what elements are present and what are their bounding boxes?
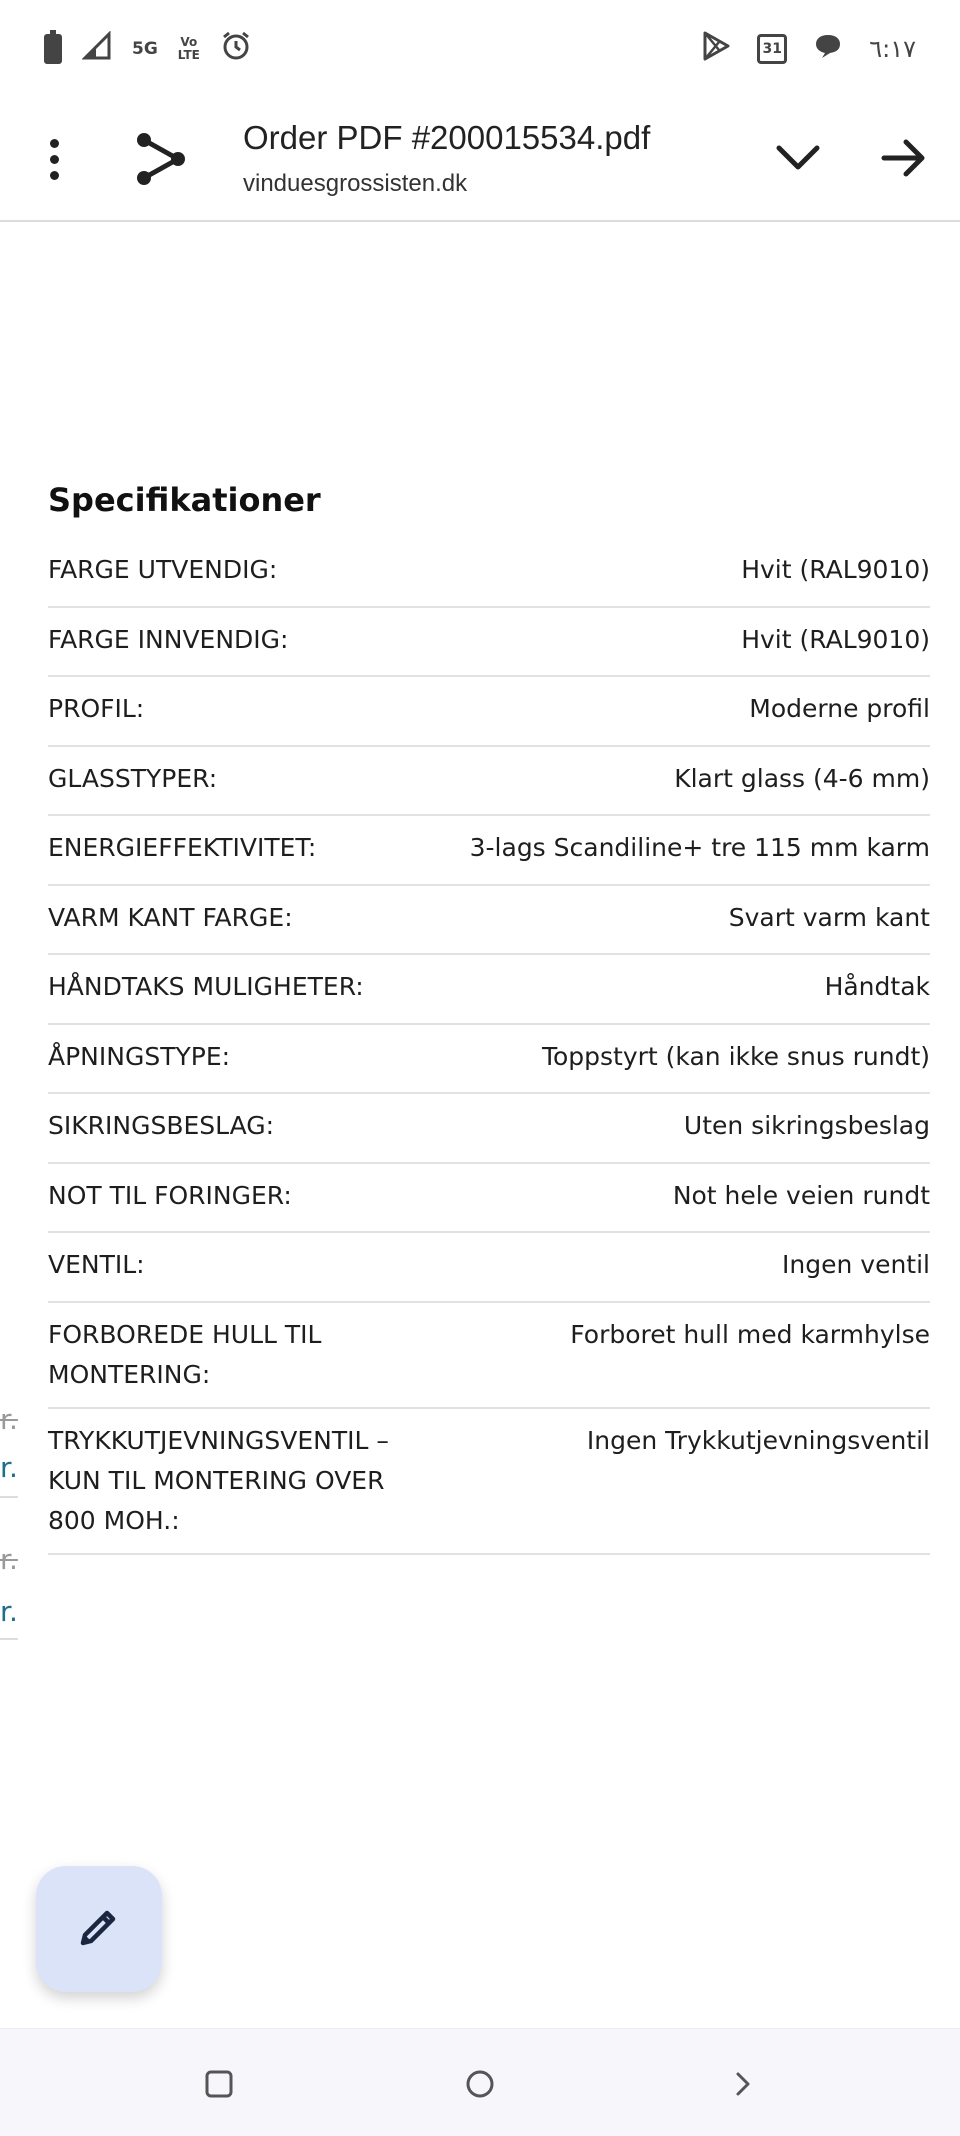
edge-fragment-struck: r. <box>0 1403 18 1436</box>
menu-dot <box>50 139 59 148</box>
signal-icon <box>82 31 112 66</box>
arrow-forward-icon[interactable] <box>876 130 932 186</box>
spec-value: Svart varm kant <box>728 902 930 932</box>
spec-value: Klart glass (4-6 mm) <box>674 763 930 793</box>
spec-label: VENTIL: <box>48 1250 145 1279</box>
menu-dot <box>50 155 59 164</box>
status-bar <box>0 0 960 96</box>
volte-bottom-label: LTE <box>177 47 200 62</box>
spec-row <box>48 1094 930 1164</box>
spec-label: FARGE INNVENDIG: <box>48 624 289 654</box>
menu-dot <box>50 171 59 180</box>
edge-divider <box>0 1496 18 1498</box>
specifications-section <box>48 470 930 1555</box>
volte-top-label: Vo <box>180 34 198 49</box>
spec-row <box>48 677 930 747</box>
app-bar <box>0 96 960 222</box>
chat-icon <box>813 32 843 65</box>
edge-fragment-price: r. <box>0 1451 18 1484</box>
spec-label: HÅNDTAKS MULIGHETER: <box>48 972 364 1001</box>
spec-value: Ingen Trykkutjevningsventil <box>586 1425 930 1455</box>
back-chevron-icon[interactable] <box>718 2059 768 2109</box>
spec-value: Hvit (RAL9010) <box>741 624 930 654</box>
alarm-icon <box>220 30 252 67</box>
volte-icon <box>178 36 200 62</box>
spec-row <box>48 816 930 886</box>
play-store-icon <box>701 30 731 67</box>
spec-row <box>48 747 930 817</box>
chevron-down-icon[interactable] <box>770 130 826 186</box>
edge-fragment-struck: r. <box>0 1543 18 1576</box>
status-left-group <box>44 30 252 67</box>
spec-value: Not hele veien rundt <box>672 1180 930 1210</box>
spec-row <box>48 886 930 956</box>
spec-value: Moderne profil <box>749 694 930 723</box>
spec-value: Hvit (RAL9010) <box>741 555 930 584</box>
spec-row <box>48 1303 930 1409</box>
edge-divider <box>0 1638 18 1640</box>
edit-pencil-icon <box>73 1901 125 1958</box>
document-title: Order PDF #200015534.pdf <box>243 119 651 156</box>
spec-label: SIKRINGSBESLAG: <box>48 1111 275 1140</box>
spec-label: FARGE UTVENDIG: <box>48 555 278 584</box>
spec-label: VARM KANT FARGE: <box>48 902 293 932</box>
spec-row <box>48 1164 930 1234</box>
spec-row <box>48 608 930 678</box>
more-vert-icon[interactable] <box>36 132 72 186</box>
spec-label: FORBOREDE HULL TIL MONTERING: <box>48 1319 322 1389</box>
spec-label: TRYKKUTJEVNINGSVENTIL – KUN TIL MONTERING OVER 800 MOH.: <box>48 1425 389 1535</box>
status-right-group <box>701 30 916 67</box>
edge-fragment-price: r. <box>0 1595 18 1628</box>
spec-label: PROFIL: <box>48 694 145 723</box>
spec-label: ENERGIEFFEKTIVITET: <box>48 833 317 862</box>
spec-row <box>48 1409 930 1555</box>
spec-value: Forboret hull med karmhylse <box>570 1319 930 1349</box>
calendar-day-label: 31 <box>762 40 782 57</box>
spec-label: GLASSTYPER: <box>48 763 218 793</box>
spec-value: Toppstyrt (kan ikke snus rundt) <box>541 1041 930 1071</box>
edit-fab-button[interactable] <box>36 1866 162 1992</box>
spec-row <box>48 1025 930 1095</box>
spec-row <box>48 1233 930 1303</box>
spec-value: 3-lags Scandiline+ tre 115 mm karm <box>469 833 930 862</box>
spec-label: NOT TIL FORINGER: <box>48 1180 292 1210</box>
spec-label: ÅPNINGSTYPE: <box>48 1041 231 1071</box>
home-circle-icon[interactable] <box>455 2059 505 2109</box>
spec-value: Ingen ventil <box>782 1250 930 1279</box>
document-source: vinduesgrossisten.dk <box>243 170 468 197</box>
network-type-label: 5G <box>132 38 158 59</box>
spec-value: Uten sikringsbeslag <box>683 1111 930 1140</box>
system-navigation-bar <box>0 2028 960 2136</box>
share-icon[interactable] <box>134 130 188 188</box>
clock-time: ٦:١٧ <box>869 34 916 63</box>
calendar-icon <box>757 34 787 64</box>
spec-list <box>48 538 930 1555</box>
spec-value: Håndtak <box>824 972 930 1001</box>
spec-row <box>48 955 930 1025</box>
recents-square-icon[interactable] <box>194 2059 244 2109</box>
spec-row <box>48 538 930 608</box>
title-block <box>243 116 743 202</box>
battery-icon <box>44 34 62 64</box>
specifications-heading: Specifikationer <box>48 481 321 519</box>
